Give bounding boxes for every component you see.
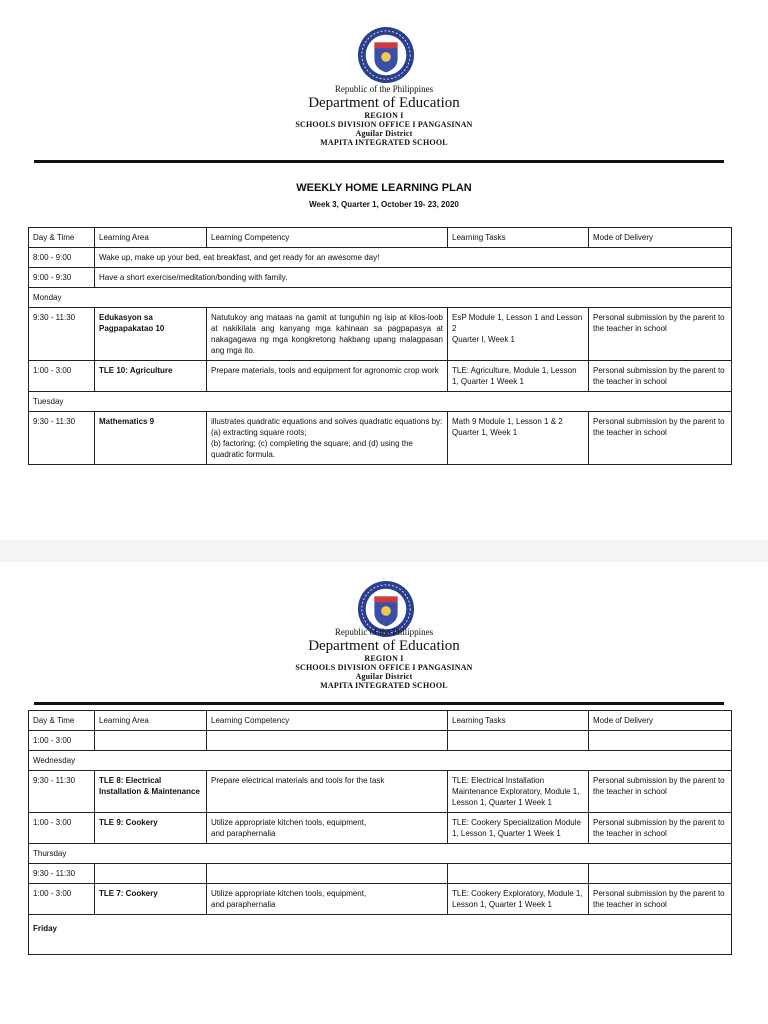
republic-line: Republic of the Philippines bbox=[334, 84, 434, 94]
learning-competency-cell: Utilize appropriate kitchen tools, equipment, and paraphernalia bbox=[207, 884, 448, 915]
plan-subtitle: Week 3, Quarter 1, October 19- 23, 2020 bbox=[309, 200, 459, 209]
time-cell: 9:30 - 11:30 bbox=[29, 864, 95, 884]
time-cell: 9:30 - 11:30 bbox=[29, 771, 95, 813]
learning-competency-cell: illustrates quadratic equations and solves quadratic equations by: (a) extracting square roots; (b) factoring; (c) completing the square; and (d) using the quadratic formula. bbox=[207, 412, 448, 465]
mode-of-delivery-cell bbox=[589, 731, 732, 751]
mode-of-delivery-cell: Personal submission by the parent to the teacher in school bbox=[589, 771, 732, 813]
table-header-row bbox=[29, 228, 732, 248]
routine-cell: Have a short exercise/meditation/bonding with family. bbox=[95, 268, 732, 288]
time-cell: 1:00 - 3:00 bbox=[29, 884, 95, 915]
page-gap bbox=[0, 540, 768, 562]
learning-plan-table bbox=[28, 227, 732, 465]
day-row-wednesday bbox=[29, 751, 732, 771]
table-row bbox=[29, 884, 732, 915]
plan-title: WEEKLY HOME LEARNING PLAN bbox=[296, 182, 472, 194]
col-header-day-time: Day & Time bbox=[29, 228, 95, 248]
document-page-2 bbox=[0, 562, 768, 1024]
col-header-learning-area: Learning Area bbox=[95, 711, 207, 731]
day-row-friday bbox=[29, 915, 732, 955]
day-label: Friday bbox=[29, 915, 732, 955]
header-divider bbox=[34, 160, 724, 163]
learning-area-cell bbox=[95, 731, 207, 751]
learning-tasks-cell: TLE: Agriculture, Module 1, Lesson 1, Quarter 1 Week 1 bbox=[448, 361, 589, 392]
time-cell: 1:00 - 3:00 bbox=[29, 361, 95, 392]
table-row bbox=[29, 731, 732, 751]
learning-tasks-cell: TLE: Cookery Exploratory, Module 1, Lesson 1, Quarter 1 Week 1 bbox=[448, 884, 589, 915]
header-divider bbox=[34, 702, 724, 705]
learning-competency-cell: Prepare materials, tools and equipment for agronomic crop work bbox=[207, 361, 448, 392]
col-header-learning-tasks: Learning Tasks bbox=[448, 711, 589, 731]
learning-area-cell: TLE 9: Cookery bbox=[95, 813, 207, 844]
learning-area-cell bbox=[95, 864, 207, 884]
learning-area-cell: Edukasyon sa Pagpapakatao 10 bbox=[95, 308, 207, 361]
table-row bbox=[29, 813, 732, 844]
learning-competency-cell: Utilize appropriate kitchen tools, equipment, and paraphernalia bbox=[207, 813, 448, 844]
table-row bbox=[29, 268, 732, 288]
table-row bbox=[29, 412, 732, 465]
school-line: MAPITA INTEGRATED SCHOOL bbox=[320, 681, 448, 690]
region-line: REGION I bbox=[364, 111, 404, 120]
routine-cell: Wake up, make up your bed, eat breakfast, and get ready for an awesome day! bbox=[95, 248, 732, 268]
col-header-learning-competency: Learning Competency bbox=[207, 711, 448, 731]
learning-tasks-cell: TLE: Electrical Installation Maintenance Exploratory, Module 1, Lesson 1, Quarter 1 Week 1 bbox=[448, 771, 589, 813]
learning-competency-cell: Prepare electrical materials and tools for the task bbox=[207, 771, 448, 813]
col-header-day-time: Day & Time bbox=[29, 711, 95, 731]
division-line: SCHOOLS DIVISION OFFICE I PANGASINAN bbox=[295, 663, 473, 672]
letterhead bbox=[0, 85, 768, 147]
mode-of-delivery-cell: Personal submission by the parent to the teacher in school bbox=[589, 361, 732, 392]
region-line: REGION I bbox=[364, 654, 404, 663]
table-row bbox=[29, 361, 732, 392]
day-label: Monday bbox=[29, 288, 732, 308]
day-row-tuesday bbox=[29, 392, 732, 412]
table-row bbox=[29, 864, 732, 884]
district-line: Aguilar District bbox=[355, 672, 413, 681]
time-cell: 8:00 - 9:00 bbox=[29, 248, 95, 268]
department-name: Department of Education bbox=[308, 95, 460, 111]
time-cell: 1:00 - 3:00 bbox=[29, 813, 95, 844]
learning-tasks-cell: TLE: Cookery Specialization Module 1, Lesson 1, Quarter 1 Week 1 bbox=[448, 813, 589, 844]
learning-competency-cell bbox=[207, 864, 448, 884]
col-header-learning-tasks: Learning Tasks bbox=[448, 228, 589, 248]
time-cell: 9:00 - 9:30 bbox=[29, 268, 95, 288]
department-name: Department of Education bbox=[308, 638, 460, 654]
learning-tasks-cell bbox=[448, 731, 589, 751]
learning-tasks-cell: Math 9 Module 1, Lesson 1 & 2 Quarter 1, Week 1 bbox=[448, 412, 589, 465]
mode-of-delivery-cell: Personal submission by the parent to the teacher in school bbox=[589, 412, 732, 465]
day-label: Thursday bbox=[29, 844, 732, 864]
learning-competency-cell: Natutukoy ang mataas na gamit at tunguhin ng isip at kilos-loob at nakikilala ang kanyang mga kahinaan sa pagpapasya at nakagagawa ng mga kongkretong hakbang upang malagpasan ang mga ito. bbox=[207, 308, 448, 361]
time-cell: 1:00 - 3:00 bbox=[29, 731, 95, 751]
division-line: SCHOOLS DIVISION OFFICE I PANGASINAN bbox=[295, 120, 473, 129]
letterhead bbox=[0, 628, 768, 690]
learning-tasks-cell: EsP Module 1, Lesson 1 and Lesson 2 Quarter I, Week 1 bbox=[448, 308, 589, 361]
district-line: Aguilar District bbox=[355, 129, 413, 138]
learning-area-cell: TLE 8: Electrical Installation & Maintenance bbox=[95, 771, 207, 813]
mode-of-delivery-cell: Personal submission by the parent to the teacher in school bbox=[589, 308, 732, 361]
mode-of-delivery-cell: Personal submission by the parent to the teacher in school bbox=[589, 884, 732, 915]
day-label: Tuesday bbox=[29, 392, 732, 412]
republic-line: Republic of the Philippines bbox=[334, 627, 434, 637]
school-line: MAPITA INTEGRATED SCHOOL bbox=[320, 138, 448, 147]
mode-of-delivery-cell bbox=[589, 864, 732, 884]
learning-area-cell: TLE 7: Cookery bbox=[95, 884, 207, 915]
time-cell: 9:30 - 11:30 bbox=[29, 412, 95, 465]
col-header-learning-competency: Learning Competency bbox=[207, 228, 448, 248]
table-header-row bbox=[29, 711, 732, 731]
learning-tasks-cell bbox=[448, 864, 589, 884]
learning-area-cell: Mathematics 9 bbox=[95, 412, 207, 465]
day-row-monday bbox=[29, 288, 732, 308]
col-header-mode-of-delivery: Mode of Delivery bbox=[589, 228, 732, 248]
day-label: Wednesday bbox=[29, 751, 732, 771]
day-row-thursday bbox=[29, 844, 732, 864]
mode-of-delivery-cell: Personal submission by the parent to the teacher in school bbox=[589, 813, 732, 844]
learning-competency-cell bbox=[207, 731, 448, 751]
table-row bbox=[29, 308, 732, 361]
learning-area-cell: TLE 10: Agriculture bbox=[95, 361, 207, 392]
col-header-learning-area: Learning Area bbox=[95, 228, 207, 248]
time-cell: 9:30 - 11:30 bbox=[29, 308, 95, 361]
deped-seal-logo bbox=[357, 26, 415, 84]
learning-plan-table bbox=[28, 710, 732, 955]
table-row bbox=[29, 248, 732, 268]
col-header-mode-of-delivery: Mode of Delivery bbox=[589, 711, 732, 731]
table-row bbox=[29, 771, 732, 813]
